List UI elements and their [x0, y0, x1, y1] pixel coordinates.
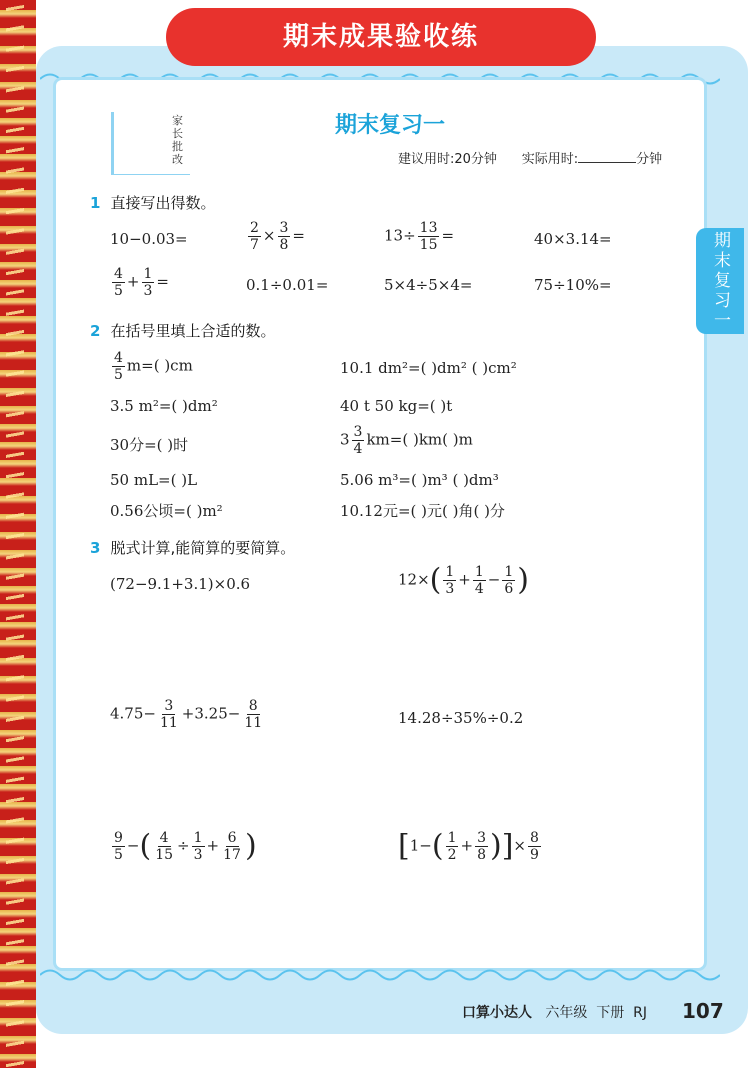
question-2-heading [90, 320, 275, 341]
question-number: 3 [90, 539, 101, 557]
section-banner: 期末成果验收练 [166, 8, 596, 66]
q2-row-2-right: 40 t 50 kg=( )t [340, 397, 453, 415]
question-text: 在括号里填上合适的数。 [110, 322, 276, 340]
actual-time-unit: 分钟 [636, 152, 663, 167]
footer-volume: 下册 [596, 1005, 625, 1021]
footer [462, 1002, 647, 1022]
q1-item-2: $\frac{2}{7}$ × $\frac{3}{8}$ = [250, 220, 305, 253]
q1-item-5: $\frac{4}{5}$ + $\frac{1}{3}$ = [114, 266, 169, 299]
footer-grade: 六年级 [545, 1005, 588, 1021]
q2-row-3-left: 30分=( )时 [110, 436, 189, 454]
q1-item-8: 75÷10%= [534, 276, 612, 294]
bottom-wave-border [40, 966, 720, 984]
decorative-ribbon [0, 0, 36, 1068]
q2-row-2-left: 3.5 m²=( )dm² [110, 397, 218, 415]
q3-expr-1: (72−9.1+3.1)×0.6 [110, 575, 251, 593]
q3-expr-2: 12×( $\frac{1}{3}$ + $\frac{1}{4}$ − $\frac{1}{6}$ ) [398, 562, 530, 598]
question-number: 1 [90, 194, 101, 212]
question-number: 2 [90, 322, 101, 340]
q2-row-5-right: 10.12元=( )元( )角( )分 [340, 502, 505, 520]
question-1-heading [90, 192, 215, 213]
actual-time-label: 实际用时: [521, 152, 579, 167]
grading-label: 家长批改 [172, 114, 183, 166]
side-tab: 期末复习一 [696, 228, 744, 334]
actual-time-blank[interactable] [578, 150, 636, 163]
q3-expr-5: $\frac{9}{5}$ −( $\frac{4}{15}$ ÷ $\frac{1}{3}$ + $\frac{6}{17}$ ) [114, 828, 257, 864]
page-title: 期末复习一 [334, 113, 445, 138]
q2-row-1-left: $\frac{4}{5}$ m=( )cm [114, 350, 193, 383]
q2-row-4-left: 50 mL=( )L [110, 471, 198, 489]
q2-row-3-right: 3 $\frac{3}{4}$ km=( )km( )m [340, 424, 473, 457]
q3-expr-6: [1−( $\frac{1}{2}$ + $\frac{3}{8}$ )]× $\frac{8}{9}$ [398, 828, 539, 864]
q3-expr-3: 4.75− $\frac{3}{11}$ +3.25− $\frac{8}{11}$ [110, 698, 263, 731]
footer-brand: 口算小达人 [462, 1005, 532, 1021]
question-text: 脱式计算,能简算的要简算。 [110, 539, 296, 557]
q2-row-4-right: 5.06 m³=( )m³ ( )dm³ [340, 471, 499, 489]
q2-row-5-left: 0.56公顷=( )m² [110, 502, 223, 520]
question-text: 直接写出得数。 [110, 194, 216, 212]
q1-item-7: 5×4÷5×4= [384, 276, 473, 294]
time-row [398, 148, 662, 167]
page-number: 107 [682, 999, 724, 1023]
footer-edition: RJ [633, 1005, 648, 1021]
q2-row-1-right: 10.1 dm²=( )dm² ( )cm² [340, 359, 517, 377]
q3-expr-4: 14.28÷35%÷0.2 [398, 709, 524, 727]
q1-item-4: 40×3.14= [534, 230, 612, 248]
suggested-time: 建议用时:20分钟 [398, 152, 497, 167]
q1-item-3: 13÷ $\frac{13}{15}$ = [384, 220, 455, 253]
question-3-heading [90, 537, 295, 558]
q1-item-1: 10−0.03= [110, 230, 188, 248]
q1-item-6: 0.1÷0.01= [246, 276, 329, 294]
